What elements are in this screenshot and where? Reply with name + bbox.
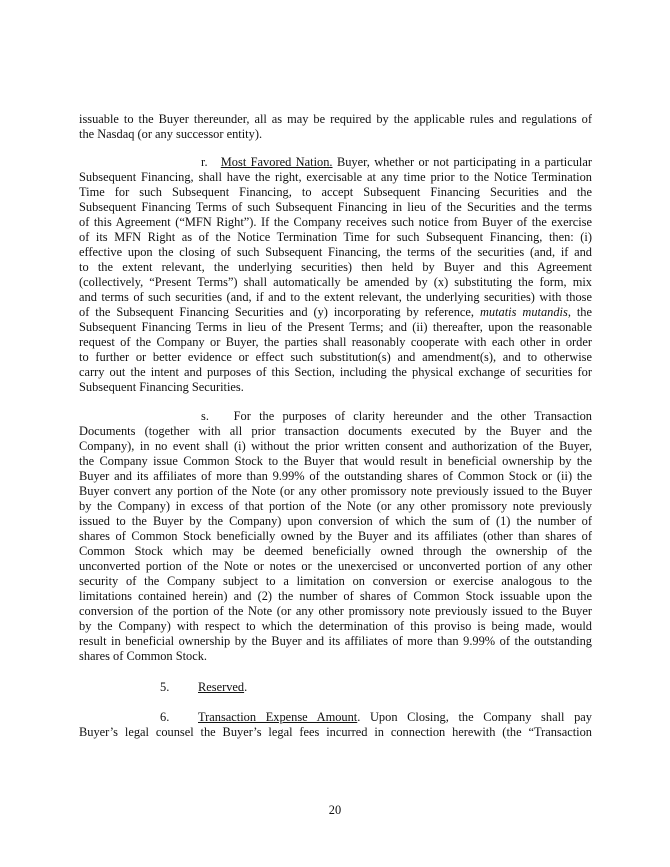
paragraph-line: to the extent relevant, the underlying securities) then held by Buyer and this Agreement [79,260,592,274]
paragraph-line: Buyer and its affiliates of more than 9.99% of the outstanding shares of Common Stock or (ii) the [79,469,592,483]
paragraph-line: carry out the intent and purposes of this Section, including the physical exchange of securities for [79,365,592,379]
page-number: 20 [328,803,342,817]
paragraph-line: (collectively, “Present Terms”) shall automatically be amended by (x) substituting the form, mix [79,275,592,289]
paragraph-line: Documents (together with all prior transaction documents executed by the Buyer and the [79,424,592,438]
paragraph-line: effective upon the closing of such Subsequent Financing, the terms of the securities (and, if and [79,245,592,259]
paragraph-line: the Company issue Common Stock to the Buyer that would result in beneficial ownership by the [79,454,592,468]
section-6-title: Transaction Expense Amount [198,710,358,724]
paragraph-line: by the Company) in excess of that portion of the Note (or any other promissory note previously [79,499,592,513]
paragraph-line: Time for such Subsequent Financing, to accept Subsequent Financing Securities and the [79,185,592,199]
section-5-heading: 5. Reserved. [160,680,248,694]
paragraph-line: to further or better evidence or effect such substitution(s) and amendment(s), and to otherwise [79,350,592,364]
section-s-first-line: s. For the purposes of clarity hereunder and the other Transaction [201,409,592,423]
paragraph-line: shares of Common Stock. [79,649,208,663]
section-r-label: r. [201,155,208,169]
paragraph-line: of this Agreement (“MFN Right”). If the Company receives such notice from Buyer of the exercise [79,215,592,229]
paragraph-line: Buyer’s legal counsel the Buyer’s legal fees incurred in connection herewith (the “Transaction [79,725,592,739]
paragraph-line: conversion of the portion of the Note (or any other promissory note previously issued to the Buyer [79,604,592,618]
italic-phrase: mutatis mutandis [479,305,568,319]
paragraph-line: result in beneficial ownership by the Buyer and its affiliates of more than 9.99% of the outstanding [79,634,592,648]
section-6-first-line: 6. Transaction Expense Amount. Upon Closing, the Company shall pay [160,710,592,724]
section-r-first-line: r. Most Favored Nation. Buyer, whether or not participating in a particular [201,155,592,169]
paragraph-line: Company), in no event shall (i) without the prior written consent and authorization of the Buyer, [79,439,592,453]
paragraph-line: Common Stock which may be deemed beneficially owned through the ownership of the [79,544,592,558]
paragraph-line: Subsequent Financing Securities. [79,380,244,394]
paragraph-line: issued to the Buyer by the Company) upon conversion of which the sum of (1) the number of [79,514,592,528]
paragraph-line-with-italic: of the Subsequent Financing Securities and (y) incorporating by reference, mutatis mutandis, the [79,305,592,319]
paragraph-line: and terms of such securities (and, if and to the extent relevant, the underlying securities) with those [79,290,592,304]
paragraph-line: Subsequent Financing Terms of such Subsequent Financing in lieu of the Securities and the terms [79,200,592,214]
paragraph-line: by the Company) with respect to which the determination of this proviso is being made, would [79,619,592,633]
paragraph-line: shares of Common Stock beneficially owned by the Buyer and its affiliates (other than shares of [79,529,592,543]
paragraph-line: of its MFN Right as of the Notice Termination Time for such Subsequent Financing, then: (i) [79,230,592,244]
paragraph-line: request of the Company or Buyer, the parties shall reasonably cooperate with each other in order [79,335,592,349]
section-s-label: s. [201,409,209,423]
paragraph-line: the Nasdaq (or any successor entity). [79,127,263,141]
paragraph-line: Subsequent Financing Terms in lieu of the Present Terms; and (ii) thereafter, upon the reasonable [79,320,592,334]
paragraph-line: unconverted portion of the Note or notes or the unexercised or unconverted portion of any other [79,559,592,573]
paragraph-line: security of the Company subject to a limitation on conversion or exercise analogous to the [79,574,592,588]
paragraph-line: Buyer convert any portion of the Note (or any other promissory note previously issued to the Buyer [79,484,592,498]
section-r-heading: Most Favored Nation. [220,155,333,169]
paragraph-line: Subsequent Financing, shall have the right, exercisable at any time prior to the Notice Termination [79,170,592,184]
section-5-number: 5. [160,680,170,694]
section-5-title: Reserved [198,680,245,694]
section-6-number: 6. [160,710,170,724]
paragraph-line: issuable to the Buyer thereunder, all as may be required by the applicable rules and regulations of [79,112,592,126]
paragraph-line: limitations contained herein) and (2) the number of shares of Common Stock issuable upon the [79,589,592,603]
